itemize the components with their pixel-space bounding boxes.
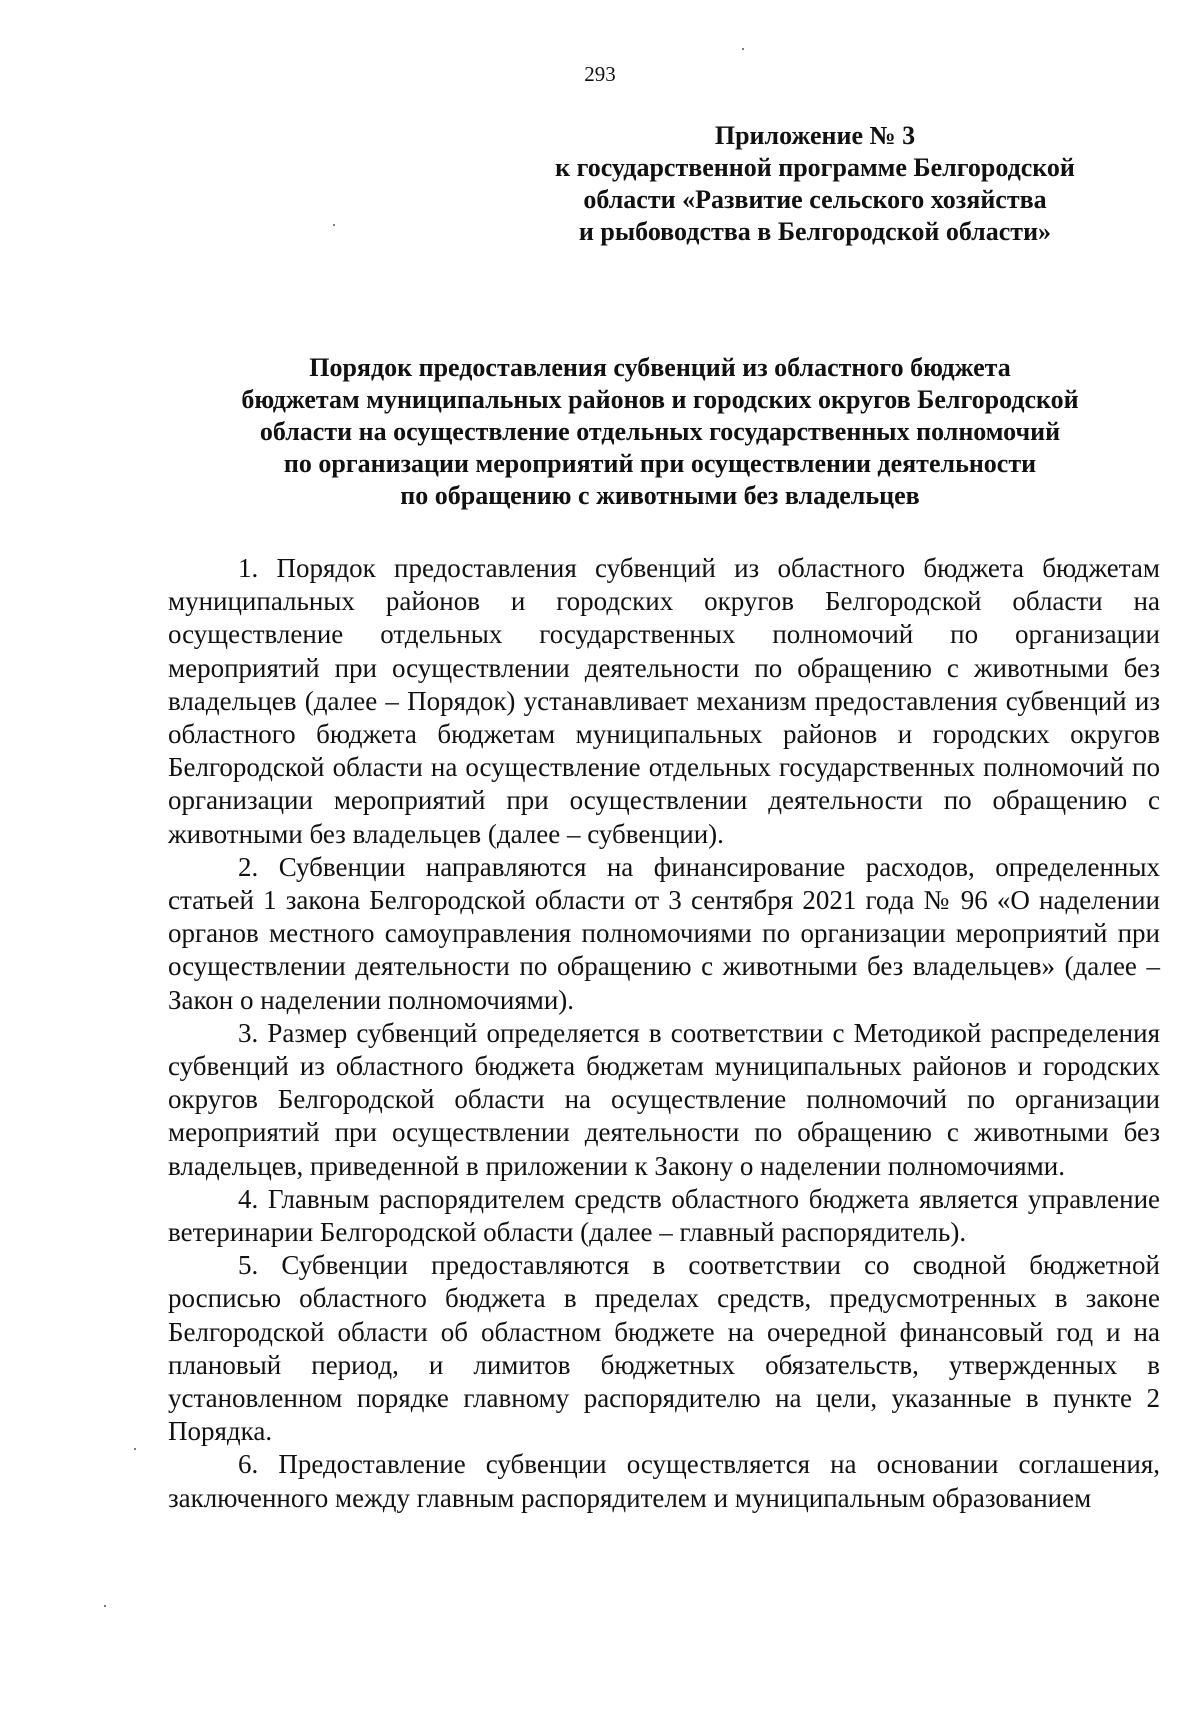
paragraph-5: 5. Субвенции предоставляются в соответствии со сводной бюджетной росписью областного бюджета в пределах средств, предусмотренных в законе Белгородской области об областном бюджете на очередной финансовый год и на плановый период, и лимитов бюджетных обязательств, утвержденных в установленном порядке главному распорядителю на цели, указанные в пункте 2 Порядка. xyxy=(168,1250,1160,1447)
page-number: 293 xyxy=(584,62,616,86)
paragraph-6: 6. Предоставление субвенции осуществляется на основании соглашения, заключенного между главным распорядителем и муниципальным образованием xyxy=(168,1449,1160,1513)
scan-speck xyxy=(134,1448,136,1450)
scan-speck xyxy=(742,48,744,50)
appendix-header xyxy=(495,120,1135,248)
appendix-line: и рыбоводства в Белгородской области» xyxy=(578,217,1052,246)
title-line: по организации мероприятий при осуществлении деятельности xyxy=(283,449,1037,478)
scan-speck xyxy=(104,1605,106,1607)
title-line: по обращению с животными без владельцев xyxy=(400,481,920,510)
scan-speck xyxy=(333,224,335,226)
appendix-line: к государственной программе Белгородской xyxy=(555,153,1075,182)
paragraph-2: 2. Субвенции направляются на финансирование расходов, определенных статьей 1 закона Белгородской области от 3 сентября 2021 года № 96 «О наделении органов местного самоуправления полномочиями по организации мероприятий при осуществлении деятельности по обращению с животными без владельцев» (далее – Закон о наделении полномочиями). xyxy=(168,851,1160,1015)
paragraph-3: 3. Размер субвенций определяется в соответствии с Методикой распределения субвенций из областного бюджета бюджетам муниципальных районов и городских округов Белгородской области на осуществление полномочий по организации мероприятий при осуществлении деятельности по обращению с животными без владельцев, приведенной в приложении к Закону о наделении полномочиями. xyxy=(168,1017,1160,1181)
paragraph-4: 4. Главным распорядителем средств областного бюджета является управление ветеринарии Белгородской области (далее – главный распорядитель). xyxy=(168,1183,1160,1248)
document-title xyxy=(180,352,1140,512)
title-line: области на осуществление отдельных государственных полномочий xyxy=(259,417,1061,446)
title-line: бюджетам муниципальных районов и городских округов Белгородской xyxy=(241,385,1079,414)
appendix-line: области «Развитие сельского хозяйства xyxy=(583,185,1047,214)
appendix-line: Приложение № 3 xyxy=(714,121,916,150)
paragraph-1: 1. Порядок предоставления субвенций из областного бюджета бюджетам муниципальных районов и городских округов Белгородской области на осуществление отдельных государственных полномочий по организации мероприятий при осуществлении деятельности по обращению с животными без владельцев (далее – Порядок) устанавливает механизм предоставления субвенций из областного бюджета бюджетам муниципальных районов и городских округов Белгородской области на осуществление отдельных государственных полномочий по организации мероприятий при осуществлении деятельности по обращению с животными без владельцев (далее – субвенции). xyxy=(168,553,1160,849)
document-body xyxy=(168,552,1160,1515)
title-line: Порядок предоставления субвенций из областного бюджета xyxy=(309,353,1011,382)
